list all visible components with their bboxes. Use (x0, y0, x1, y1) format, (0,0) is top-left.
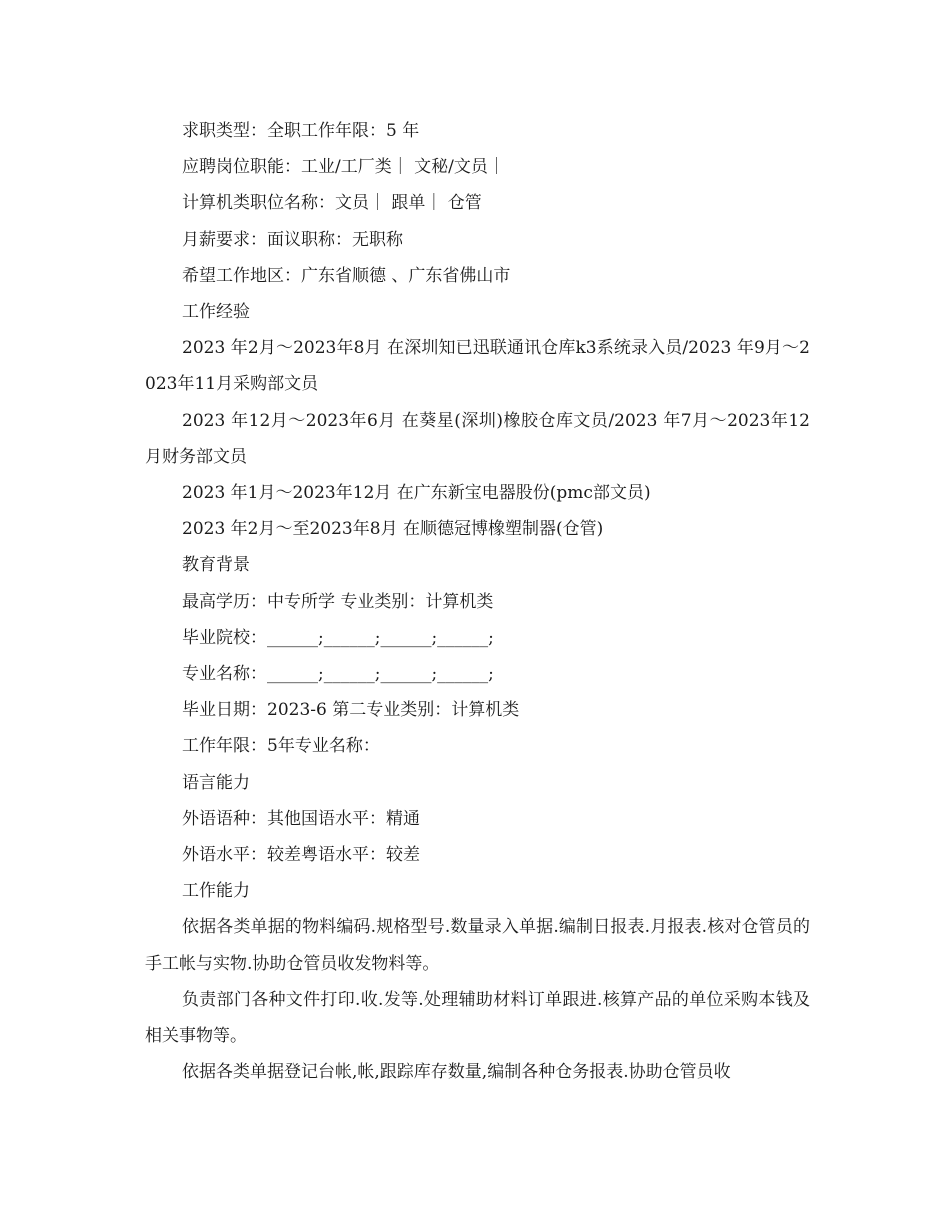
education-degree-line: 最高学历：中专所学 专业类别：计算机类 (182, 591, 494, 612)
work-location-line: 希望工作地区：广东省顺德 、广东省佛山市 (182, 265, 511, 286)
education-graduation-line: 毕业日期：2023-6 第二专业类别：计算机类 (182, 700, 520, 721)
job-function-line: 应聘岗位职能：工业/工厂类｜ 文秘/文员｜ (182, 157, 505, 178)
job-type-line: 求职类型：全职工作年限：5 年 (182, 121, 420, 141)
ability-paragraph: 依据各类单据登记台帐,帐,跟踪库存数量,编制各种仓务报表.协助仓管员收 (182, 1062, 731, 1083)
education-years-line: 工作年限：5年专业名称： (182, 736, 380, 757)
position-name-line: 计算机类职位名称：文员｜ 跟单｜ 仓管 (182, 193, 482, 214)
education-major-line: 专业名称：______;______;______;______; (182, 664, 494, 685)
ability-paragraph: 依据各类单据的物料编码.规格型号.数量录入单据.编制日报表.月报表.核对仓管员的手工帐与实物.协助仓管员收发物料等。 (145, 917, 810, 974)
education-school-line: 毕业院校：______;______;______;______; (182, 627, 494, 648)
experience-item: 2023 年1月～2023年12月 在广东新宝电器股份(pmc部文员) (182, 483, 651, 504)
salary-line: 月薪要求：面议职称：无职称 (182, 229, 403, 250)
experience-item: 2023 年12月～2023年6月 在葵星(深圳)橡胶仓库文员/2023 年7月～2023年12月财务部文员 (145, 410, 810, 467)
section-heading-education: 教育背景 (182, 555, 250, 576)
document-body (145, 113, 810, 1090)
language-foreign-line: 外语语种：其他国语水平：精通 (182, 808, 420, 829)
section-heading-experience: 工作经验 (182, 302, 250, 323)
language-level-line: 外语水平：较差粤语水平：较差 (182, 845, 420, 866)
ability-paragraph: 负责部门各种文件打印.收.发等.处理辅助材料订单跟进.核算产品的单位采购本钱及相关事物等。 (145, 989, 810, 1047)
section-heading-language: 语言能力 (182, 772, 250, 793)
experience-item: 2023 年2月～2023年8月 在深圳知已迅联通讯仓库k3系统录入员/2023 年9月～2023年11月采购部文员 (145, 338, 810, 395)
section-heading-ability: 工作能力 (182, 881, 250, 902)
experience-item: 2023 年2月～至2023年8月 在顺德冠博橡塑制器(仓管) (182, 519, 604, 540)
